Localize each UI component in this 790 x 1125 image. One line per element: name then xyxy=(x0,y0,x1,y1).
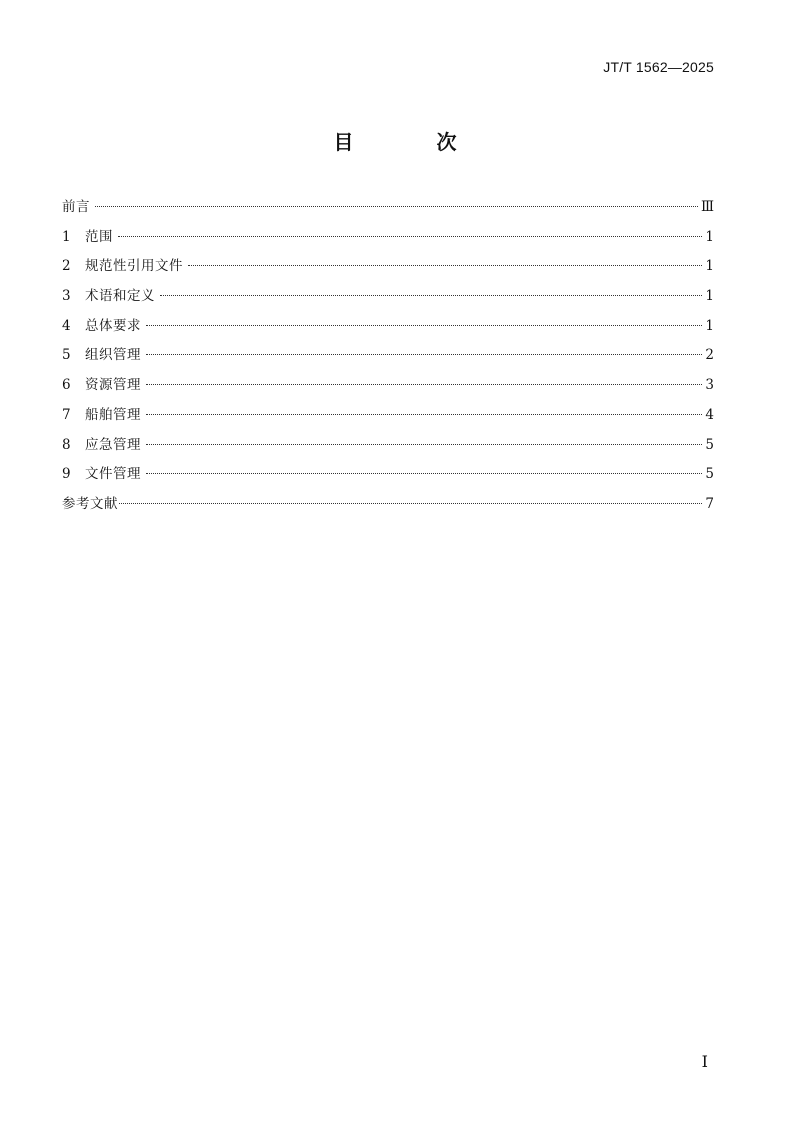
toc-entry-number: 9 xyxy=(62,466,71,483)
toc-entry-8[interactable] xyxy=(62,433,714,463)
toc-entry-page: 5 xyxy=(705,466,714,483)
toc-entry-6[interactable] xyxy=(62,373,714,403)
toc-entry-number: 6 xyxy=(62,377,71,394)
toc-entry-5[interactable] xyxy=(62,343,714,373)
toc-entry-page: 1 xyxy=(705,317,714,334)
toc-dot-leader xyxy=(119,503,702,504)
toc-entry-label: 资源管理 xyxy=(85,377,141,394)
toc-entry-label: 参考文献 xyxy=(62,495,118,512)
toc-entry-number: 5 xyxy=(62,347,71,364)
toc-entry-number: 3 xyxy=(62,288,71,305)
toc-entry-number: 4 xyxy=(62,317,71,334)
toc-entry-page: 1 xyxy=(705,258,714,275)
toc-dot-leader xyxy=(188,265,702,266)
toc-entry-2[interactable] xyxy=(62,254,714,284)
toc-entry-label: 应急管理 xyxy=(85,436,141,453)
toc-dot-leader xyxy=(146,414,702,415)
toc-entry-label: 术语和定义 xyxy=(85,288,155,305)
toc-dot-leader xyxy=(146,473,702,474)
toc-dot-leader xyxy=(146,325,702,326)
toc-entry-3[interactable] xyxy=(62,284,714,314)
toc-dot-leader xyxy=(118,236,702,237)
toc-entry-page: 1 xyxy=(705,288,714,305)
toc-entry-page: Ⅲ xyxy=(700,199,714,215)
toc-entry-label: 组织管理 xyxy=(85,347,141,364)
toc-entry-label: 文件管理 xyxy=(85,466,141,483)
toc-dot-leader xyxy=(146,354,702,355)
toc-entry-references[interactable] xyxy=(62,492,714,522)
toc-entry-number: 1 xyxy=(62,228,71,245)
toc-entry-page: 2 xyxy=(705,347,714,364)
toc-dot-leader xyxy=(95,206,698,207)
toc-entry-7[interactable] xyxy=(62,403,714,433)
toc-entry-9[interactable] xyxy=(62,462,714,492)
toc-entry-page: 7 xyxy=(705,495,714,512)
toc-entry-1[interactable] xyxy=(62,225,714,255)
table-of-contents xyxy=(62,195,714,522)
page-number: Ⅰ xyxy=(701,1052,708,1071)
toc-entry-label: 船舶管理 xyxy=(85,406,141,423)
page-title: 目 次 xyxy=(333,130,495,154)
toc-entry-number: 7 xyxy=(62,406,71,423)
toc-entry-label: 范围 xyxy=(85,228,113,245)
toc-entry-page: 5 xyxy=(705,436,714,453)
toc-entry-page: 1 xyxy=(705,228,714,245)
toc-entry-label: 总体要求 xyxy=(85,317,141,334)
toc-entry-number: 2 xyxy=(62,258,71,275)
toc-entry-label: 前言 xyxy=(62,199,90,215)
toc-entry-page: 4 xyxy=(705,406,714,423)
standard-code: JT/T 1562—2025 xyxy=(603,59,714,75)
toc-entry-number: 8 xyxy=(62,436,71,453)
toc-entry-page: 3 xyxy=(705,377,714,394)
toc-entry-foreword[interactable] xyxy=(62,195,714,225)
toc-entry-label: 规范性引用文件 xyxy=(85,258,183,275)
toc-dot-leader xyxy=(146,444,702,445)
toc-dot-leader xyxy=(146,384,702,385)
toc-dot-leader xyxy=(160,295,702,296)
toc-entry-4[interactable] xyxy=(62,314,714,344)
